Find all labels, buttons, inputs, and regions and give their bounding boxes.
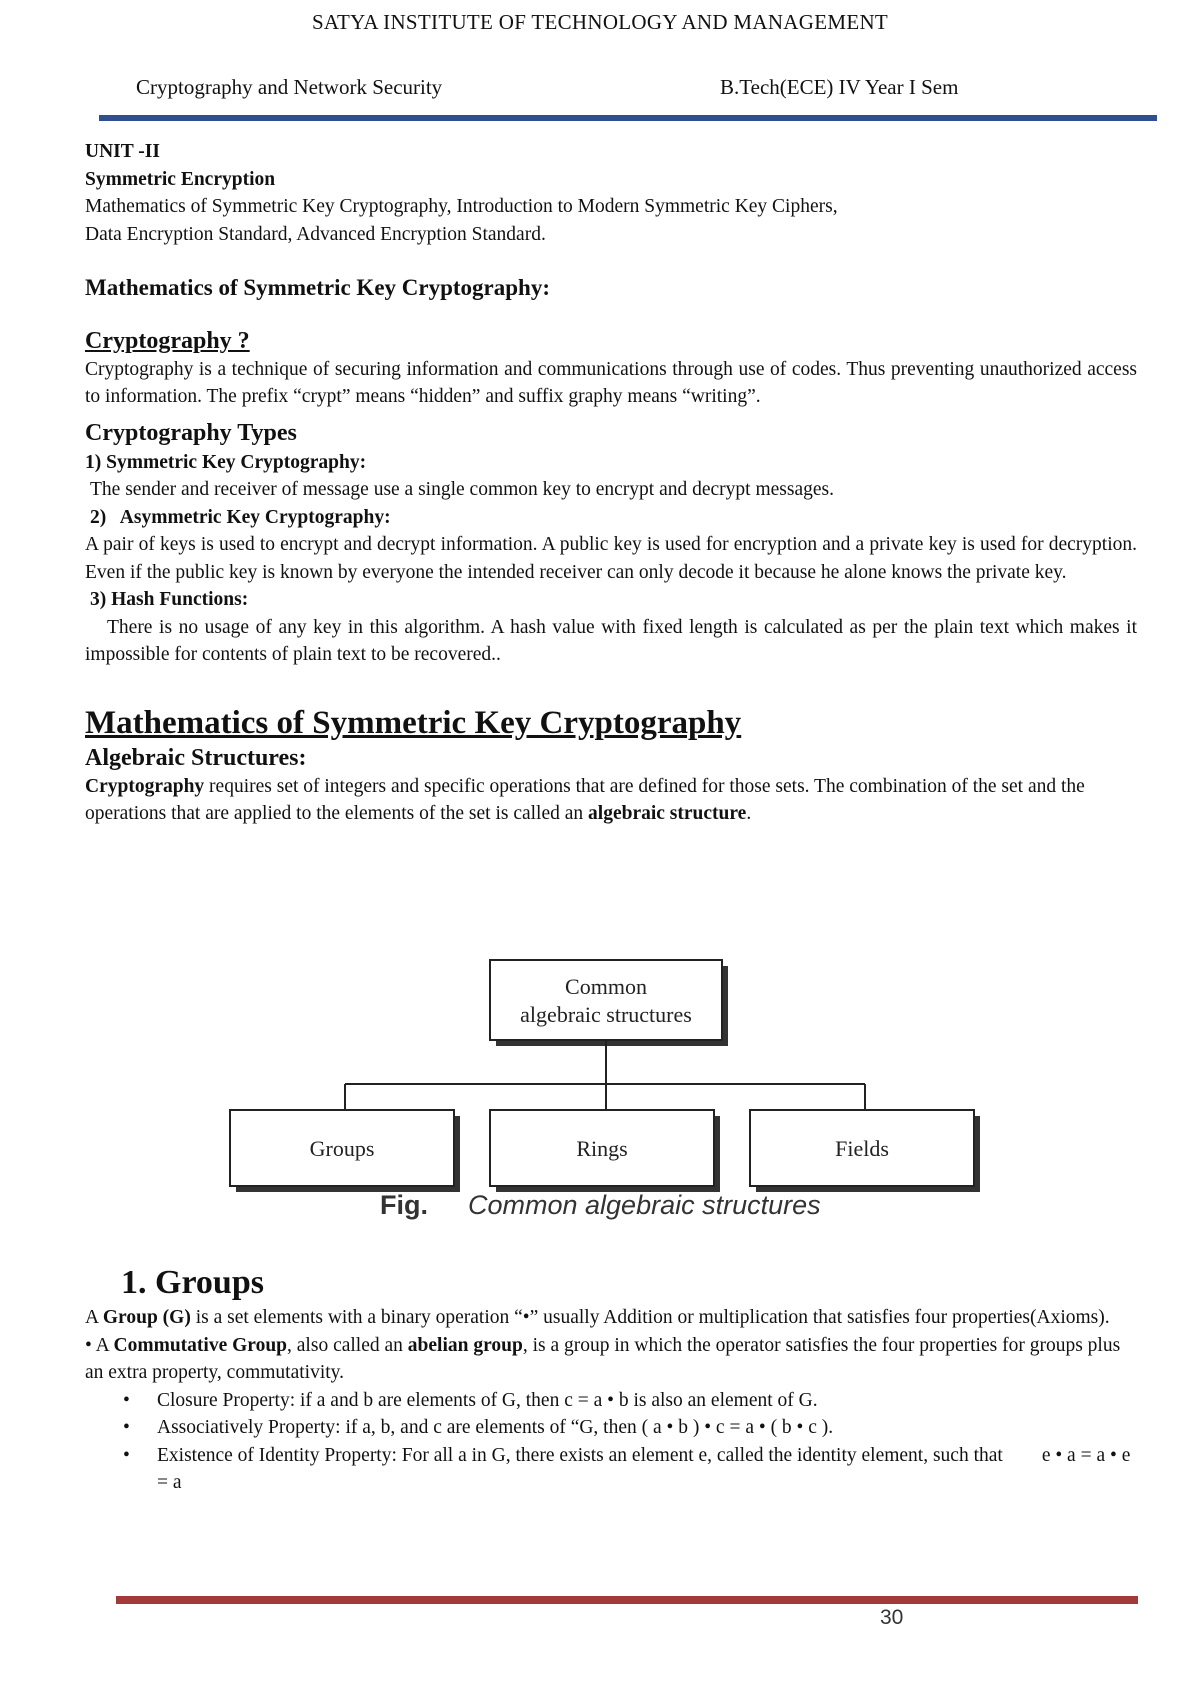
- page-number: 30: [880, 1606, 904, 1629]
- root-label-line1: Common: [565, 974, 647, 999]
- fields-label: Fields: [835, 1136, 889, 1161]
- rings-label: Rings: [576, 1136, 628, 1161]
- diagram-caption: [380, 1190, 821, 1221]
- unit-label: UNIT -II: [85, 141, 160, 162]
- term-algebraic-structure: algebraic structure: [588, 803, 747, 824]
- types-heading: Cryptography Types: [85, 419, 297, 446]
- caption-text: Common algebraic structures: [468, 1190, 821, 1220]
- unit-title: Symmetric Encryption: [85, 168, 276, 190]
- list-item: • Closure Property: if a and b are elements of G, then c = a • b is also an element of G.: [157, 1387, 1137, 1415]
- page-body: [85, 138, 1137, 828]
- term-abelian-group: abelian group: [407, 1334, 523, 1356]
- group-definition: A Group (G) is a set elements with a binary operation “•” usually Addition or multiplication that satisfies four properties(Axioms).: [85, 1307, 1110, 1328]
- groups-heading: 1. Groups: [121, 1264, 264, 1301]
- section-heading: Mathematics of Symmetric Key Cryptography:: [85, 275, 550, 300]
- root-box: [490, 960, 722, 1040]
- caption-fig-label: Fig.: [380, 1190, 428, 1220]
- asymmetric-text: A pair of keys is used to encrypt and decrypt information. A public key is used for encryption and a private key is used for decryption. Even if the public key is known by everyone the intended receiver can only decode it because he alone knows the private key.: [85, 534, 1137, 583]
- symmetric-title: 1) Symmetric Key Cryptography:: [85, 451, 367, 473]
- footer-rule: [116, 1596, 1138, 1604]
- year-semester: B.Tech(ECE) IV Year I Sem: [720, 75, 959, 99]
- crypto-definition: Cryptography is a technique of securing information and communications through use of codes. Thus preventing unauthorized access to information. The prefix “crypt” means “hidden” and suffix graphy means “writing”.: [85, 358, 1137, 407]
- institute-name: SATYA INSTITUTE OF TECHNOLOGY AND MANAGEMENT: [311, 10, 889, 34]
- math-heading: Mathematics of Symmetric Key Cryptography: [85, 704, 742, 741]
- abelian-definition: • A Commutative Group, also called an abelian group, is a group in which the operator satisfies the four properties for groups plus an extra property, commutativity.: [85, 1334, 1121, 1383]
- group-properties-list: [85, 1387, 1137, 1497]
- root-label-line2: algebraic structures: [520, 1002, 692, 1027]
- hash-text: There is no usage of any key in this algorithm. A hash value with fixed length is calculated as per the plain text which makes it impossible for contents of plain text to be recovered..: [85, 616, 1137, 665]
- symmetric-text: The sender and receiver of message use a single common key to encrypt and decrypt messages.: [90, 479, 834, 500]
- term-commutative-group: Commutative Group: [113, 1334, 288, 1356]
- groups-section: [85, 1262, 1137, 1497]
- groups-label: Groups: [309, 1136, 375, 1161]
- list-item: • Existence of Identity Property: For all a in G, there exists an element e, called the identity element, such that e • a = a • e = a: [157, 1442, 1137, 1497]
- term-cryptography: Cryptography: [85, 775, 205, 797]
- hash-title: 3) Hash Functions:: [90, 589, 249, 610]
- algebraic-structures-heading: Algebraic Structures:: [85, 744, 307, 771]
- course-title: Cryptography and Network Security: [136, 75, 443, 99]
- list-item: • Associatively Property: if a, b, and c are elements of “G, then ( a • b ) • c = a • ( b • c ).: [157, 1414, 1137, 1442]
- algebraic-structures-paragraph: Cryptography requires set of integers and specific operations that are defined for those sets. The combination of the set and the operations that are applied to the elements of the set is called an algebraic structure.: [85, 775, 1085, 824]
- header-rule: [99, 115, 1157, 121]
- crypto-heading: Cryptography ?: [85, 327, 250, 354]
- unit-topics-line1: Mathematics of Symmetric Key Cryptography, Introduction to Modern Symmetric Key Ciphers,: [85, 196, 838, 217]
- asymmetric-title: 2) Asymmetric Key Cryptography:: [90, 506, 391, 528]
- term-group: Group (G): [102, 1307, 191, 1328]
- unit-topics-line2: Data Encryption Standard, Advanced Encryption Standard.: [85, 223, 546, 245]
